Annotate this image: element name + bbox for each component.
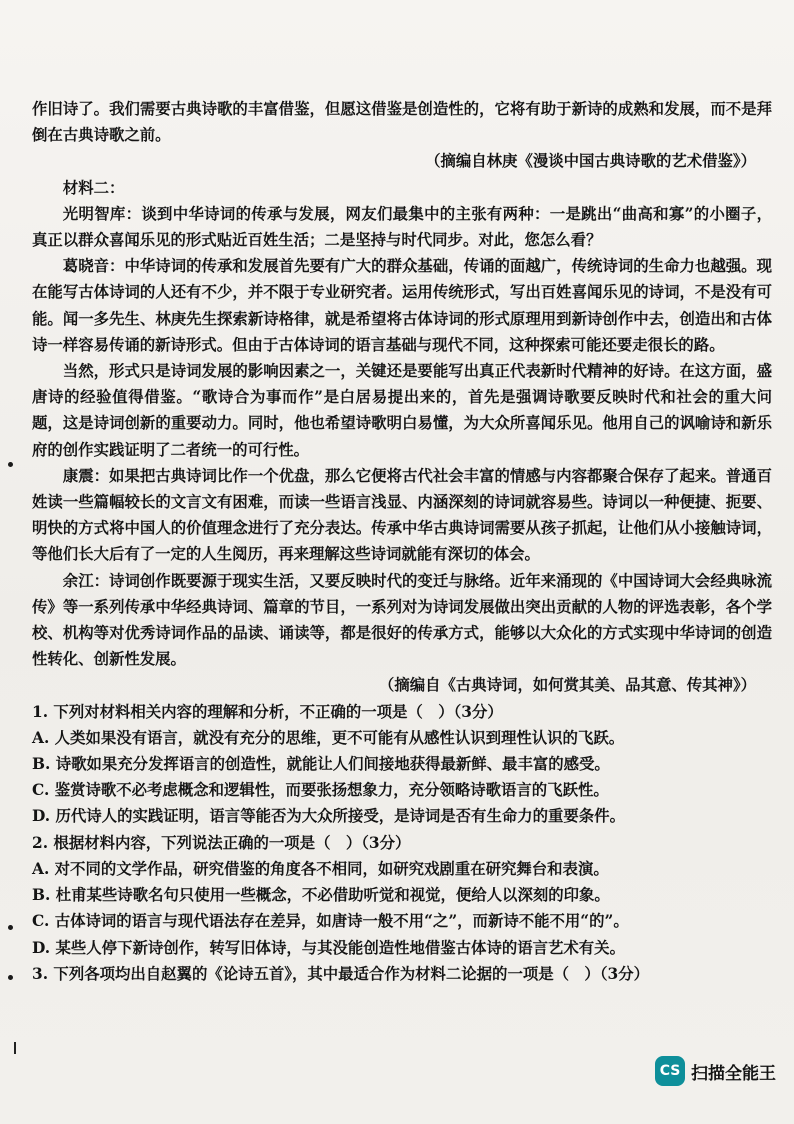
scan-mark xyxy=(14,1042,16,1054)
question-1-option-a: A. 人类如果没有语言，就没有充分的思维，更不可能有从感性认识到理性认识的飞跃。 xyxy=(32,728,625,747)
document-body xyxy=(32,96,772,987)
question-2-option-a: A. 对不同的文学作品，研究借鉴的角度各不相同，如研究戏剧重在研究舞台和表演。 xyxy=(32,859,609,878)
scan-speck xyxy=(8,925,13,930)
question-1-option-c: C. 鉴赏诗歌不必考虑概念和逻辑性，而要张扬想象力，充分领略诗歌语言的飞跃性。 xyxy=(32,781,609,800)
answer-kang-zhen: 康震：如果把古典诗词比作一个优盘，那么它便将古代社会丰富的情感与内容都聚合保存了起来。普通百姓读一些篇幅较长的文言文有困难，而读一些语言浅显、内涵深刻的诗词就容易些。诗词以一种便捷、扼要、明快的方式将中国人的价值理念进行了充分表达。传承中华古典诗词需要从孩子抓起，让他们从小接触诗词，等他们长大后有了一定的人生阅历，再来理解这些诗词就能有深切的体会。 xyxy=(32,466,772,564)
question-3: 3. 下列各项均出自赵翼的《论诗五首》，其中最适合作为材料二论据的一项是（ ）（3分） xyxy=(32,964,649,983)
question-2-option-d: D. 某些人停下新诗创作，转写旧体诗，与其没能创造性地借鉴古体诗的语言艺术有关。 xyxy=(32,938,625,957)
question-1: 1. 下列对材料相关内容的理解和分析，不正确的一项是（ ）（3分） xyxy=(32,702,503,721)
question-2: 2. 根据材料内容，下列说法正确的一项是（ ）（3分） xyxy=(32,833,411,852)
watermark-label: 扫描全能王 xyxy=(691,1063,776,1084)
interview-question: 光明智库：谈到中华诗词的传承与发展，网友们最集中的主张有两种：一是跳出“曲高和寡”的小圈子，真正以群众喜闻乐见的形式贴近百姓生活；二是坚持与时代同步。对此，您怎么看？ xyxy=(32,204,772,250)
answer-ge-xiaoyin-2: 当然，形式只是诗词发展的影响因素之一，关键还是要能写出真正代表新时代精神的好诗。在这方面，盛唐诗的经验值得借鉴。“歌诗合为事而作”是白居易提出来的，首先是强调诗歌要反映时代和社会的重大问题，这是诗词创新的重要动力。同时，他也希望诗歌明白易懂，为大众所喜闻乐见。他用自己的讽喻诗和新乐府的创作实践证明了二者统一的可行性。 xyxy=(32,362,772,459)
paragraph-continuation: 作旧诗了。我们需要古典诗歌的丰富借鉴，但愿这借鉴是创造性的，它将有助于新诗的成熟和发展，而不是拜倒在古典诗歌之前。 xyxy=(32,100,772,145)
answer-ge-xiaoyin-1: 葛晓音：中华诗词的传承和发展首先要有广大的群众基础，传诵的面越广，传统诗词的生命力也越强。现在能写古体诗词的人还有不少，并不限于专业研究者。运用传统形式，写出百姓喜闻乐见的诗词，不是没有可能。闻一多先生、林庚先生探索新诗格律，就是希望将古体诗词的形式原理用到新诗创作中去，创造出和古体诗一样容易传诵的新诗形式。但由于古体诗词的语言基础与现代不同，这种探索可能还要走很长的路。 xyxy=(32,257,772,354)
answer-yu-jiang: 余江：诗词创作既要源于现实生活，又要反映时代的变迁与脉络。近年来涌现的《中国诗词大会经典咏流传》等一系列传承中华经典诗词、篇章的节目，一系列对为诗词发展做出突出贡献的人物的评选表彰，各个学校、机构等对优秀诗词作品的品读、诵读等，都是很好的传承方式，能够以大众化的方式实现中华诗词的创造性转化、创新性发展。 xyxy=(32,571,772,669)
question-1-option-d: D. 历代诗人的实践证明，语言等能否为大众所接受，是诗词是否有生命力的重要条件。 xyxy=(32,807,625,826)
question-1-option-b: B. 诗歌如果充分发挥语言的创造性，就能让人们间接地获得最新鲜、最丰富的感受。 xyxy=(32,755,610,774)
question-2-option-b: B. 杜甫某些诗歌名句只使用一些概念，不必借助听觉和视觉，便给人以深刻的印象。 xyxy=(32,886,610,905)
source-citation-1: （摘编自林庚《漫谈中国古典诗歌的艺术借鉴》） xyxy=(425,152,756,171)
camscanner-logo-icon: CS xyxy=(655,1056,685,1086)
camscanner-watermark xyxy=(655,1056,776,1086)
scan-speck xyxy=(8,975,13,980)
question-2-option-c: C. 古体诗词的语言与现代语法存在差异，如唐诗一般不用“之”，而新诗不能不用“的”。 xyxy=(32,912,629,931)
scan-speck xyxy=(8,462,13,467)
source-citation-2: （摘编自《古典诗词，如何赏其美、品其意、传其神》） xyxy=(378,676,756,695)
material-two-heading: 材料二： xyxy=(62,178,125,197)
